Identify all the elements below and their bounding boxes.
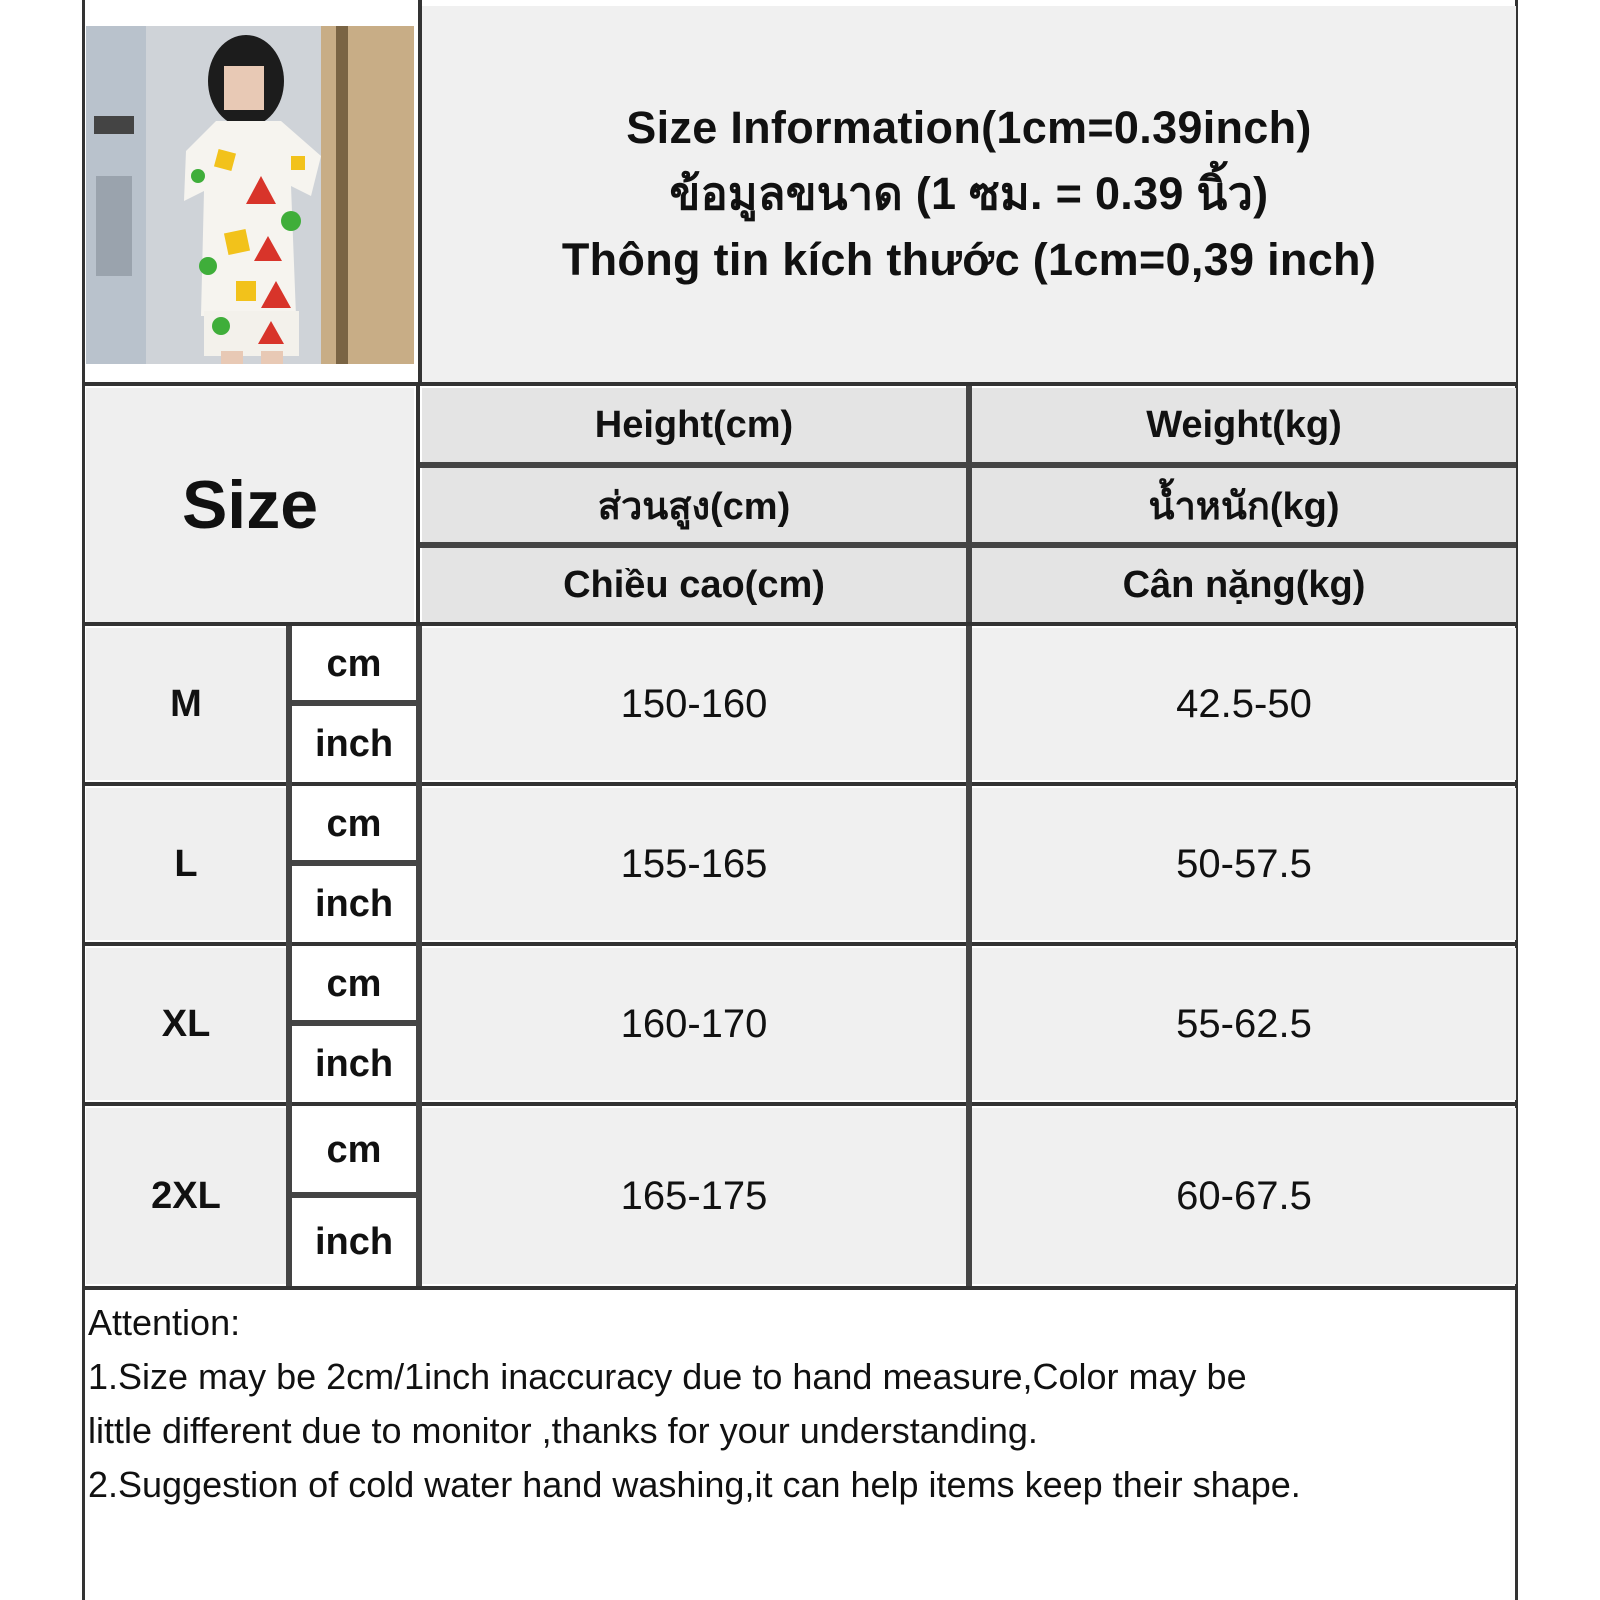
weight-2xl: 60-67.5 [972, 1108, 1516, 1284]
unit-cm: cm [292, 1108, 416, 1192]
product-photo-illustration [86, 26, 414, 364]
size-xl-label: XL [86, 948, 286, 1100]
title-thai: ข้อมูลขนาด (1 ซม. = 0.39 นิ้ว) [669, 168, 1269, 219]
unit-cm: cm [292, 628, 416, 700]
product-photo [86, 26, 414, 364]
attention-line-1: 1.Size may be 2cm/1inch inaccuracy due to hand measure,Color may be [88, 1356, 1247, 1397]
weight-header-vi: Cân nặng(kg) [972, 548, 1516, 622]
unit-divider [288, 700, 416, 706]
unit-divider [288, 1192, 416, 1198]
weight-header-en: Weight(kg) [972, 388, 1516, 462]
title-divider [418, 0, 422, 384]
height-m: 150-160 [422, 628, 966, 780]
unit-divider [288, 1020, 416, 1026]
col-divider [966, 386, 972, 622]
height-2xl: 165-175 [422, 1108, 966, 1284]
title-english: Size Information(1cm=0.39inch) [626, 102, 1312, 153]
title-vietnamese: Thông tin kích thước (1cm=0,39 inch) [561, 234, 1377, 285]
divider [82, 1102, 1518, 1106]
divider [82, 622, 1518, 626]
height-header-en: Height(cm) [422, 388, 966, 462]
height-l: 155-165 [422, 788, 966, 940]
divider [82, 782, 1518, 786]
weight-l: 50-57.5 [972, 788, 1516, 940]
weight-m: 42.5-50 [972, 628, 1516, 780]
height-xl: 160-170 [422, 948, 966, 1100]
col-divider [416, 626, 422, 1286]
height-header-vi: Chiều cao(cm) [422, 548, 966, 622]
divider [82, 942, 1518, 946]
unit-cm: cm [292, 948, 416, 1020]
attention-notes [88, 1296, 1508, 1512]
size-l-label: L [86, 788, 286, 940]
unit-inch: inch [292, 708, 416, 780]
size-header: Size [86, 388, 414, 622]
unit-cm: cm [292, 788, 416, 860]
col-divider [286, 626, 292, 1286]
attention-line-2: little different due to monitor ,thanks for your understanding. [88, 1410, 1038, 1451]
unit-divider [288, 860, 416, 866]
col-divider [416, 386, 420, 622]
attention-heading: Attention: [88, 1302, 241, 1343]
attention-line-3: 2.Suggestion of cold water hand washing,it can help items keep their shape. [88, 1464, 1301, 1505]
height-header-th: ส่วนสูง(cm) [422, 468, 966, 542]
unit-inch: inch [292, 868, 416, 940]
weight-header-th: น้ำหนัก(kg) [972, 468, 1516, 542]
divider [82, 1286, 1518, 1290]
size-m-label: M [86, 628, 286, 780]
col-divider [966, 626, 972, 1286]
size-2xl-label: 2XL [86, 1108, 286, 1284]
weight-xl: 55-62.5 [972, 948, 1516, 1100]
unit-inch: inch [292, 1200, 416, 1284]
size-information-title [422, 6, 1516, 382]
unit-inch: inch [292, 1028, 416, 1100]
divider [82, 382, 1518, 386]
